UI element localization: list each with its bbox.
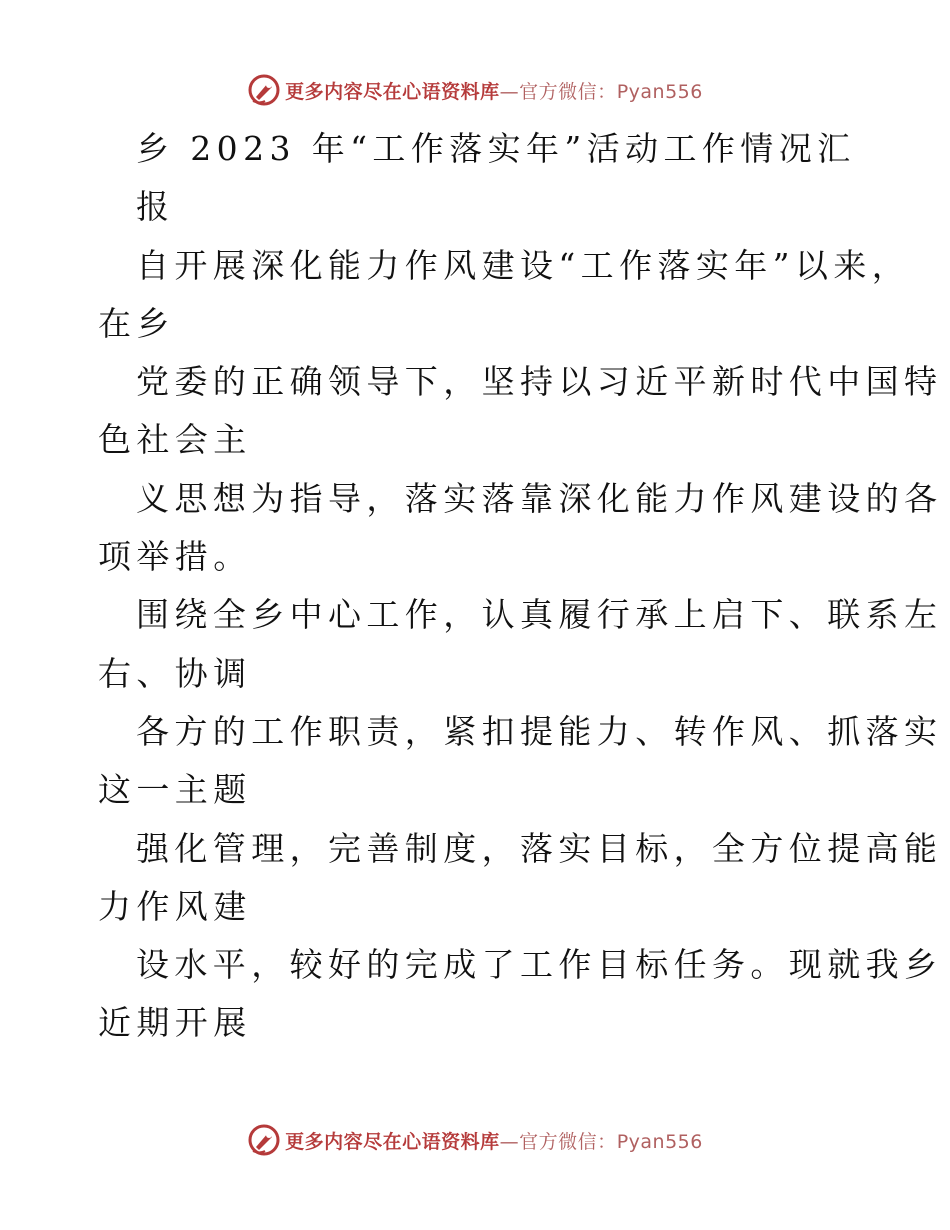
- paragraph-line: 设水平，较好的完成了工作目标任务。现就我乡: [136, 945, 943, 985]
- watermark-account: Pyan556: [616, 1130, 703, 1153]
- watermark-chinese: 更多内容尽在心语资料库: [285, 80, 500, 103]
- paragraph-line: 在乡: [98, 303, 175, 343]
- paragraph-line: 自开展深化能力作风建设“工作落实年”以来，: [136, 245, 911, 285]
- footer-watermark: [0, 1120, 950, 1160]
- paragraph-line: 近期开展: [98, 1003, 252, 1043]
- paragraph-line: 这一主题: [98, 770, 252, 810]
- paragraph-line: 围绕全乡中心工作，认真履行承上启下、联系左: [136, 595, 943, 635]
- paragraph-line: 力作风建: [98, 886, 252, 926]
- watermark-text: [285, 1127, 703, 1154]
- watermark-wechat-label: 官方微信：: [519, 1130, 617, 1153]
- document-title-line-2: 报: [136, 187, 175, 227]
- pen-logo-icon: [247, 73, 281, 107]
- watermark-text: [285, 77, 703, 104]
- paragraph-line: 色社会主: [98, 420, 252, 460]
- watermark-account: Pyan556: [616, 80, 703, 103]
- header-watermark: [0, 70, 950, 110]
- paragraph-line: 右、协调: [98, 653, 252, 693]
- document-body: [98, 120, 943, 1053]
- pen-logo-icon: [247, 1123, 281, 1157]
- paragraph-line: 项举措。: [98, 537, 252, 577]
- watermark-chinese: 更多内容尽在心语资料库: [285, 1130, 500, 1153]
- paragraph-line: 义思想为指导，落实落靠深化能力作风建设的各: [136, 478, 943, 518]
- paragraph-line: 强化管理，完善制度，落实目标，全方位提高能: [136, 828, 943, 868]
- watermark-dash: —: [499, 80, 520, 103]
- paragraph-line: 各方的工作职责，紧扣提能力、转作风、抓落实: [136, 711, 943, 751]
- watermark-dash: —: [499, 1130, 520, 1153]
- watermark-wechat-label: 官方微信：: [519, 80, 617, 103]
- document-title-line-1: 乡 2023 年“工作落实年”活动工作情况汇: [136, 129, 856, 168]
- paragraph-line: 党委的正确领导下，坚持以习近平新时代中国特: [136, 362, 943, 402]
